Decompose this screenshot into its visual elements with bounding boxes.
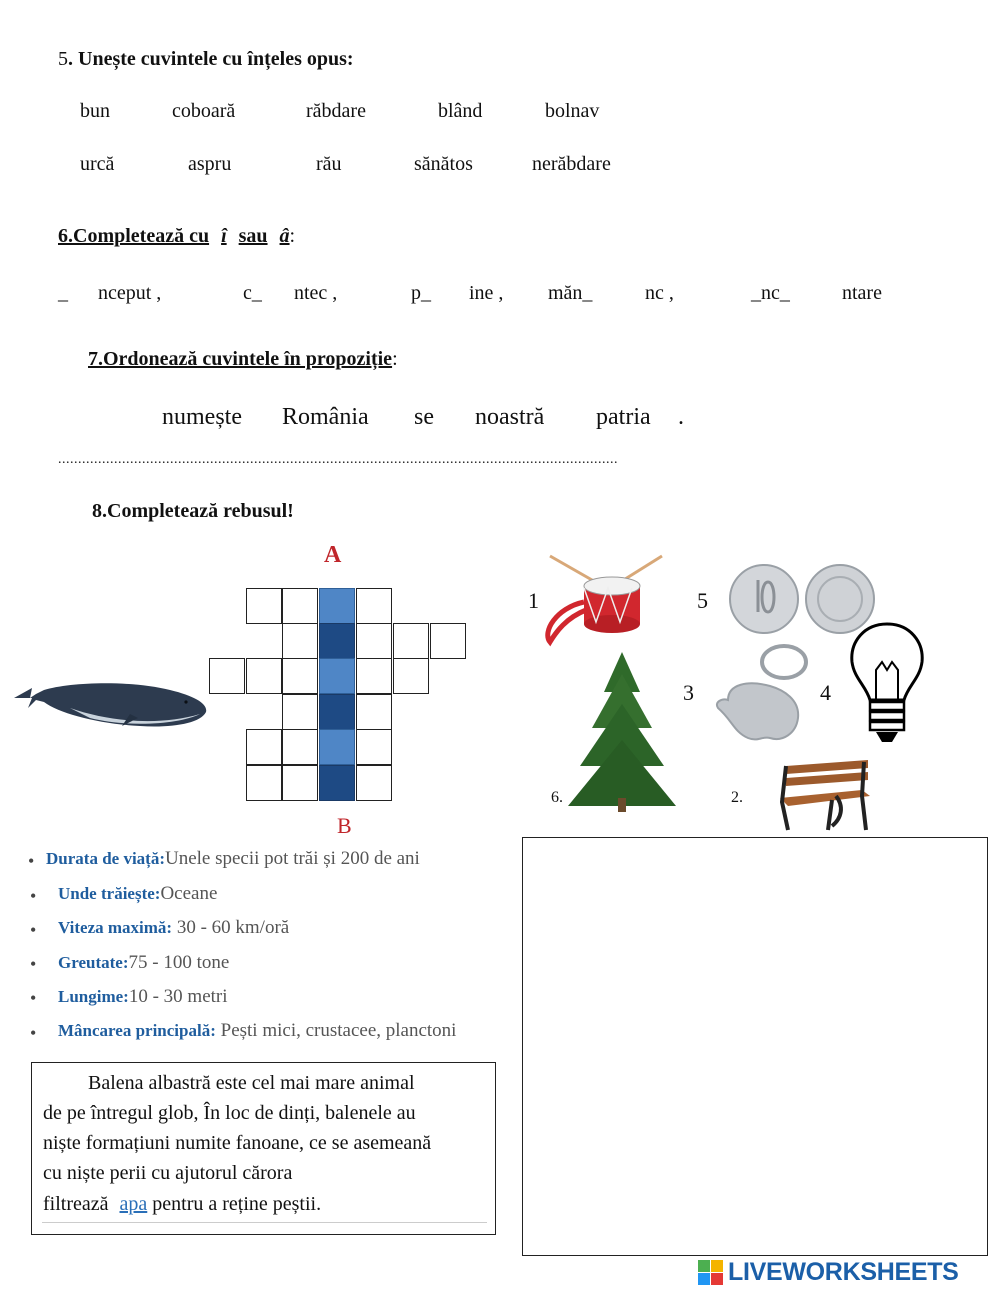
fact-item: Lungime:10 - 30 metri bbox=[58, 986, 228, 1007]
clue-number-4: 4 bbox=[820, 680, 831, 705]
crossword-cell[interactable] bbox=[209, 658, 245, 694]
rebus-label-b: B bbox=[337, 813, 352, 838]
ex5-word[interactable]: sănătos bbox=[414, 153, 473, 175]
ex6-blank[interactable]: măn_ bbox=[548, 282, 593, 304]
ex7-answer-line[interactable]: ............................................................................................................................................ bbox=[58, 452, 618, 467]
ex7-word[interactable]: noastră bbox=[475, 404, 545, 430]
ex5-word[interactable]: nerăbdare bbox=[532, 153, 611, 175]
answer-box[interactable] bbox=[522, 837, 988, 1256]
ex7-word[interactable]: se bbox=[414, 404, 434, 430]
ex7-word[interactable]: patria bbox=[596, 404, 651, 430]
ex6-blank[interactable]: _nc_ bbox=[751, 282, 790, 304]
crossword-cell[interactable] bbox=[246, 729, 282, 765]
clue-number-3: 3 bbox=[683, 680, 694, 705]
clue-number-5: 5 bbox=[697, 588, 708, 613]
fact-item: Viteza maximă: 30 - 60 km/oră bbox=[58, 917, 290, 938]
ex6-blank[interactable]: p_ bbox=[411, 282, 431, 304]
passage-divider bbox=[42, 1222, 487, 1223]
keychain-image bbox=[712, 638, 816, 748]
drum-image bbox=[536, 552, 668, 647]
ex5-word[interactable]: blând bbox=[438, 100, 483, 122]
passage-line: Balena albastră este cel mai mare animal bbox=[88, 1072, 415, 1094]
ex5-word[interactable]: răbdare bbox=[306, 100, 366, 122]
clue-number-2: 2. bbox=[731, 789, 743, 806]
passage-line: filtrează apa pentru a reține peștii. bbox=[43, 1193, 322, 1215]
crossword-cell[interactable] bbox=[282, 729, 318, 765]
crossword-cell[interactable] bbox=[282, 588, 318, 624]
crossword-key-cell[interactable] bbox=[319, 623, 355, 659]
ex5-word[interactable]: bolnav bbox=[545, 100, 600, 122]
light-bulb-image bbox=[846, 620, 928, 750]
crossword-cell[interactable] bbox=[282, 623, 318, 659]
fir-tree-image bbox=[564, 648, 680, 814]
ex7-word[interactable]: România bbox=[282, 404, 369, 430]
crossword-cell[interactable] bbox=[356, 765, 392, 801]
ex5-title: 5. Unește cuvintele cu înțeles opus: bbox=[58, 48, 354, 70]
crossword-key-cell[interactable] bbox=[319, 694, 355, 730]
passage-line: niște formațiuni numite fanoane, ce se asemeană bbox=[43, 1132, 432, 1154]
crossword-key-cell[interactable] bbox=[319, 765, 355, 801]
ex6-fragment: ntare bbox=[842, 282, 882, 304]
crossword-cell[interactable] bbox=[356, 729, 392, 765]
ex7-title: 7.Ordonează cuvintele în propoziție: bbox=[88, 348, 398, 370]
crossword-cell[interactable] bbox=[282, 658, 318, 694]
bullet: • bbox=[30, 988, 37, 1008]
crossword-cell[interactable] bbox=[393, 658, 429, 694]
ex8-title: 8.Completează rebusul! bbox=[92, 500, 294, 522]
crossword-cell[interactable] bbox=[246, 765, 282, 801]
liveworksheets-logo bbox=[698, 1258, 959, 1284]
passage-line: cu niște perii cu ajutorul cărora bbox=[43, 1162, 293, 1184]
ex6-fragment: nc , bbox=[645, 282, 674, 304]
passage-line: de pe întregul glob, În loc de dinți, balenele au bbox=[43, 1102, 416, 1124]
ex6-fragment: nceput , bbox=[98, 282, 162, 304]
clue-number-6: 6. bbox=[551, 789, 563, 806]
bullet: • bbox=[28, 851, 35, 871]
crossword-cell[interactable] bbox=[356, 694, 392, 730]
ex6-fragment: ine , bbox=[469, 282, 504, 304]
rebus-label-a: A bbox=[324, 542, 342, 568]
ex5-word[interactable]: bun bbox=[80, 100, 110, 122]
ex7-word[interactable]: numește bbox=[162, 404, 242, 430]
blue-whale-image bbox=[10, 668, 210, 734]
ex6-fragment: ntec , bbox=[294, 282, 338, 304]
bullet: • bbox=[30, 920, 37, 940]
apa-link[interactable]: apa bbox=[119, 1193, 148, 1215]
liveworksheets-logo-icon bbox=[698, 1260, 724, 1286]
crossword-cell[interactable] bbox=[430, 623, 466, 659]
ex6-title: 6.Completează cu î sau â: bbox=[58, 225, 296, 247]
ex5-word[interactable]: rău bbox=[316, 153, 342, 175]
crossword-key-cell[interactable] bbox=[319, 588, 355, 624]
crossword-key-cell[interactable] bbox=[319, 658, 355, 694]
crossword-cell[interactable] bbox=[356, 623, 392, 659]
ex5-word[interactable]: coboară bbox=[172, 100, 236, 122]
fact-item: Mâncarea principală: Pești mici, crustacee, planctoni bbox=[58, 1020, 457, 1041]
crossword-cell[interactable] bbox=[356, 588, 392, 624]
crossword-cell[interactable] bbox=[282, 765, 318, 801]
crossword-key-cell[interactable] bbox=[319, 729, 355, 765]
bench-image bbox=[772, 756, 872, 834]
clue-number-1: 1 bbox=[528, 588, 539, 613]
ex5-word[interactable]: aspru bbox=[188, 153, 232, 175]
fact-item: Greutate:75 - 100 tone bbox=[58, 952, 230, 973]
crossword-cell[interactable] bbox=[246, 588, 282, 624]
bullet: • bbox=[30, 886, 37, 906]
liveworksheets-wordmark: LIVEWORKSHEETS bbox=[728, 1258, 959, 1286]
crossword-cell[interactable] bbox=[246, 658, 282, 694]
ex5-word[interactable]: urcă bbox=[80, 153, 115, 175]
ex7-period: . bbox=[678, 404, 684, 430]
ex6-blank[interactable]: _ bbox=[58, 282, 68, 304]
fact-item: Unde trăiește:Oceane bbox=[58, 883, 218, 904]
crossword-cell[interactable] bbox=[356, 658, 392, 694]
ex6-blank[interactable]: c_ bbox=[243, 282, 262, 304]
bullet: • bbox=[30, 1023, 37, 1043]
fact-item: Durata de viață:Unele specii pot trăi și 200 de ani bbox=[46, 848, 420, 869]
bullet: • bbox=[30, 954, 37, 974]
crossword-cell[interactable] bbox=[393, 623, 429, 659]
crossword-cell[interactable] bbox=[282, 694, 318, 730]
